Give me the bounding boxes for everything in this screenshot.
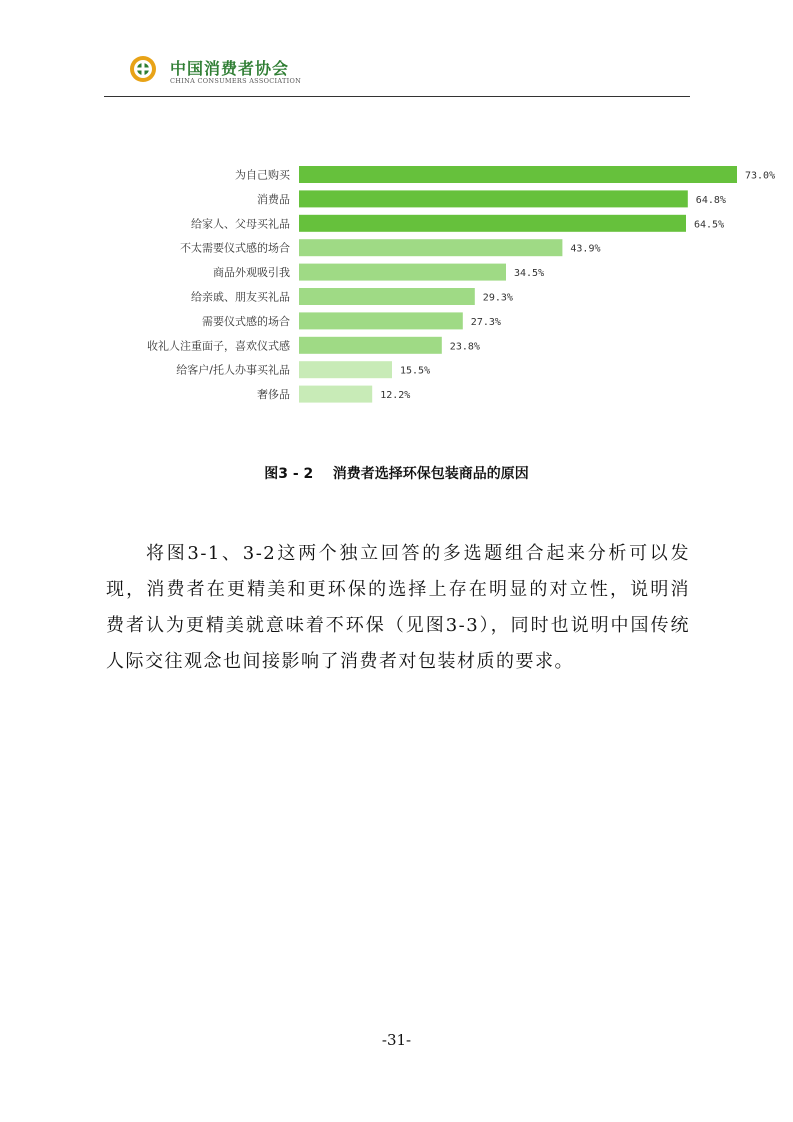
bar — [299, 361, 392, 378]
reasons-bar-chart — [100, 160, 776, 410]
figure-caption: 图3 - 2 消费者选择环保包装商品的原因 — [264, 466, 529, 482]
value-label: 23.8% — [449, 341, 480, 353]
bar — [299, 312, 463, 329]
category-label: 需要仪式感的场合 — [202, 314, 290, 328]
bar — [299, 288, 475, 305]
value-label: 64.5% — [694, 219, 725, 231]
bar — [299, 386, 372, 403]
value-label: 15.5% — [400, 365, 431, 377]
body-paragraph: 将图3-1、3-2这两个独立回答的多选题组合起来分析可以发现，消费者在更精美和更环保的选择上存在明显的对立性，说明消费者认为更精美就意味着不环保（见图3-3），同时也说明中国传统人际交往观念也间接影响了消费者对包装材质的要求。 — [106, 543, 690, 672]
org-name-en: CHINA CONSUMERS ASSOCIATION — [170, 77, 302, 85]
category-label: 为自己购买 — [235, 168, 290, 182]
bar — [299, 337, 442, 354]
header-divider — [104, 96, 690, 97]
value-label: 43.9% — [570, 243, 601, 255]
bar — [299, 239, 562, 256]
category-label: 给家人、父母买礼品 — [191, 217, 290, 231]
category-label: 消费品 — [257, 192, 290, 206]
page-number: -31- — [381, 1031, 412, 1049]
value-label: 27.3% — [470, 316, 501, 328]
category-label: 给亲戚、朋友买礼品 — [191, 290, 290, 304]
org-name-cn: 中国消费者协会 — [170, 59, 290, 78]
bar — [299, 264, 506, 281]
bar — [299, 215, 686, 232]
document-header — [104, 50, 690, 96]
value-label: 64.8% — [695, 194, 726, 206]
bar — [299, 190, 688, 207]
value-label: 29.3% — [482, 292, 513, 304]
category-label: 商品外观吸引我 — [213, 266, 290, 280]
association-logo-icon — [128, 54, 158, 84]
category-label: 不太需要仪式感的场合 — [180, 241, 290, 255]
category-label: 收礼人注重面子，喜欢仪式感 — [147, 339, 290, 353]
value-label: 73.0% — [745, 170, 776, 182]
value-label: 12.2% — [380, 390, 411, 402]
category-label: 奢侈品 — [257, 388, 290, 402]
bar — [299, 166, 737, 183]
value-label: 34.5% — [514, 268, 545, 280]
category-label: 给客户/托人办事买礼品 — [176, 363, 290, 377]
